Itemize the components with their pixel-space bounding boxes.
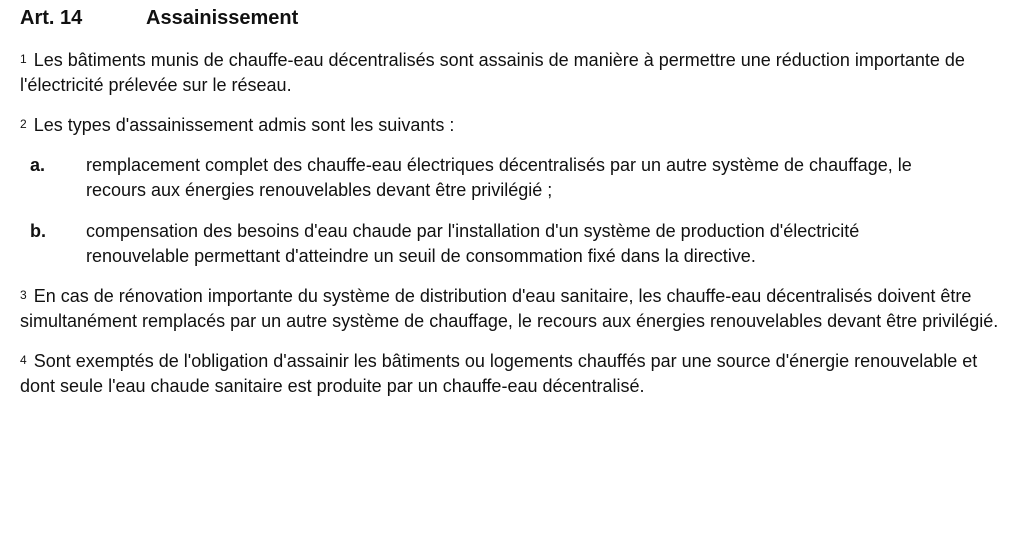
list-item-text: compensation des besoins d'eau chaude par l'installation d'un système de production d'électricité renouvelable permettant d'atteindre un seuil de consommation fixé dans la directive. — [86, 221, 860, 266]
paragraph-number: 3 — [20, 288, 27, 302]
article-number: Art. 14 — [20, 7, 83, 29]
list-marker: b. — [30, 221, 46, 241]
article-header — [20, 4, 1004, 32]
paragraph-number: 2 — [20, 117, 27, 131]
paragraph-text: En cas de rénovation importante du système de distribution d'eau sanitaire, les chauffe-eau décentralisés doivent être simultanément remplacés par un autre système de chauffage, le recours aux énergies renouvelables devant être privilégié. — [20, 286, 999, 331]
list-item-a — [20, 153, 1004, 203]
paragraph-1 — [20, 48, 1004, 98]
paragraph-text: Les types d'assainissement admis sont les suivants : — [33, 115, 455, 135]
list-marker: a. — [30, 155, 46, 175]
assainissement-types-list — [20, 153, 1004, 269]
paragraph-number: 1 — [20, 52, 27, 66]
paragraph-3 — [20, 284, 1004, 334]
paragraph-2 — [20, 113, 1004, 138]
list-item-text: remplacement complet des chauffe-eau électriques décentralisés par un autre système de chauffage, le recours aux énergies renouvelables devant être privilégié ; — [86, 155, 912, 200]
list-item-b — [20, 219, 1004, 269]
paragraph-4 — [20, 349, 1004, 399]
paragraph-text: Les bâtiments munis de chauffe-eau décentralisés sont assainis de manière à permettre une réduction importante de l'électricité prélevée sur le réseau. — [20, 50, 965, 95]
paragraph-text: Sont exemptés de l'obligation d'assainir les bâtiments ou logements chauffés par une source d'énergie renouvelable et dont seule l'eau chaude sanitaire est produite par un chauffe-eau décentralisé. — [20, 351, 978, 396]
article-title: Assainissement — [146, 7, 299, 29]
paragraph-number: 4 — [20, 353, 27, 367]
